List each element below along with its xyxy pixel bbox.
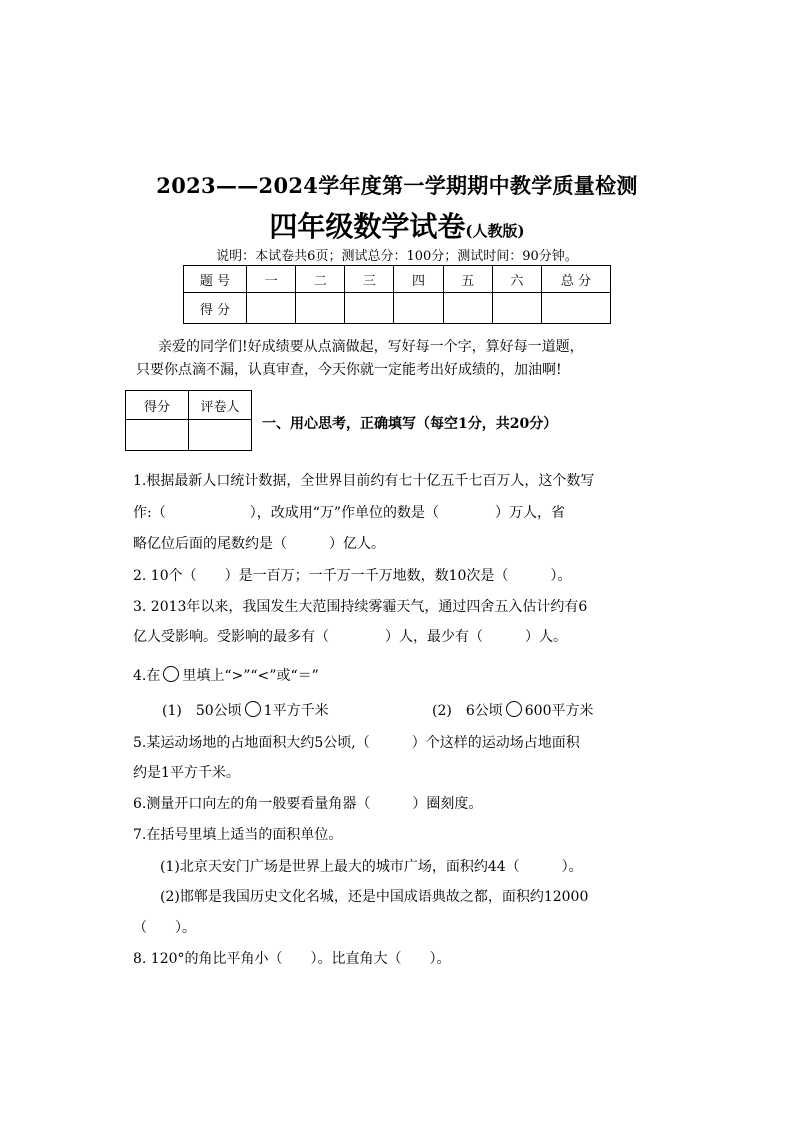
question-1-line-2: 作:（ ），改成用“万”作单位的数是（ ）万人，省 — [133, 505, 566, 521]
question-4-suffix: 里填上“>”“<”或“＝” — [182, 668, 319, 684]
score-header-label: 题 号 — [184, 266, 247, 293]
question-4 — [133, 665, 319, 685]
grader-name-cell[interactable] — [189, 420, 252, 451]
question-2: 2. 10个（ ）是一百万；一千万一千万地数，数10次是（ ）。 — [133, 568, 572, 584]
question-4-1 — [162, 700, 329, 720]
question-4-1-right: 1平方千米 — [263, 703, 329, 719]
score-header-1: 一 — [247, 266, 296, 293]
compare-circle-icon[interactable] — [245, 701, 261, 717]
score-header-5: 五 — [443, 266, 492, 293]
circle-icon — [163, 666, 179, 682]
score-table — [183, 265, 611, 324]
question-4-2-right: 600平方米 — [524, 703, 594, 719]
grader-score-cell[interactable] — [126, 420, 189, 451]
question-4-2-left: (2) 6公顷 — [432, 703, 503, 719]
intro-line-1: 亲爱的同学们!好成绩要从点滴做起，写好每一个字，算好每一道题， — [158, 339, 584, 355]
score-cell[interactable] — [492, 293, 541, 324]
question-4-1-left: (1) 50公顷 — [162, 703, 242, 719]
score-row-label: 得 分 — [184, 293, 247, 324]
score-header-total: 总 分 — [542, 266, 611, 293]
question-7-1: (1)北京天安门广场是世界上最大的城市广场，面积约44（ ）。 — [160, 859, 583, 875]
exam-subtitle — [0, 205, 794, 245]
question-4-2 — [432, 700, 593, 720]
exam-title: 2023——2024学年度第一学期期中教学质量检测 — [156, 173, 638, 198]
question-8: 8. 120°的角比平角小（ ）。比直角大（ ）。 — [133, 951, 451, 967]
grader-table — [125, 390, 252, 451]
question-5-line-2: 约是1平方千米。 — [133, 765, 240, 781]
question-6: 6.测量开口向左的角一般要看量角器（ ）圈刻度。 — [133, 796, 483, 812]
grader-score-label: 得分 — [126, 391, 189, 420]
question-1-line-3: 略亿位后面的尾数约是（ ）亿人。 — [133, 536, 385, 552]
question-4-prefix: 4.在 — [133, 668, 161, 684]
score-header-3: 三 — [345, 266, 394, 293]
compare-circle-icon[interactable] — [506, 701, 522, 717]
question-3-line-2: 亿人受影响。受影响的最多有（ ）人，最少有（ ）人。 — [133, 629, 567, 645]
question-7: 7.在括号里填上适当的面积单位。 — [133, 827, 343, 843]
score-cell[interactable] — [247, 293, 296, 324]
question-5-line-1: 5.某运动场地的占地面积大约5公顷,（ ）个这样的运动场占地面积 — [133, 735, 580, 751]
score-header-4: 四 — [394, 266, 443, 293]
section-1-title: 一、用心思考，正确填写（每空1分，共20分） — [262, 416, 558, 432]
subtitle-main: 四年级数学试卷 — [269, 210, 466, 243]
score-cell[interactable] — [345, 293, 394, 324]
score-header-2: 二 — [296, 266, 345, 293]
score-cell[interactable] — [394, 293, 443, 324]
score-header-6: 六 — [492, 266, 541, 293]
score-cell[interactable] — [443, 293, 492, 324]
exam-note: 说明：本试卷共6页；测试总分：100分；测试时间：90分钟。 — [216, 249, 578, 264]
grader-name-label: 评卷人 — [189, 391, 252, 420]
question-1-line-1: 1.根据最新人口统计数据，全世界目前约有七十亿五千七百万人，这个数写 — [133, 473, 595, 489]
subtitle-edition: (人教版) — [465, 222, 525, 240]
intro-line-2: 只要你点滴不漏，认真审查，今天你就一定能考出好成绩的，加油啊! — [136, 362, 562, 378]
score-cell[interactable] — [296, 293, 345, 324]
question-7-2-line-2: （ ）。 — [133, 920, 196, 936]
score-cell[interactable] — [542, 293, 611, 324]
question-3-line-1: 3. 2013年以来，我国发生大范围持续雾霾天气，通过四舍五入估计约有6 — [133, 599, 588, 615]
question-7-2-line-1: (2)邯郸是我国历史文化名城，还是中国成语典故之都，面积约12000 — [160, 889, 589, 905]
